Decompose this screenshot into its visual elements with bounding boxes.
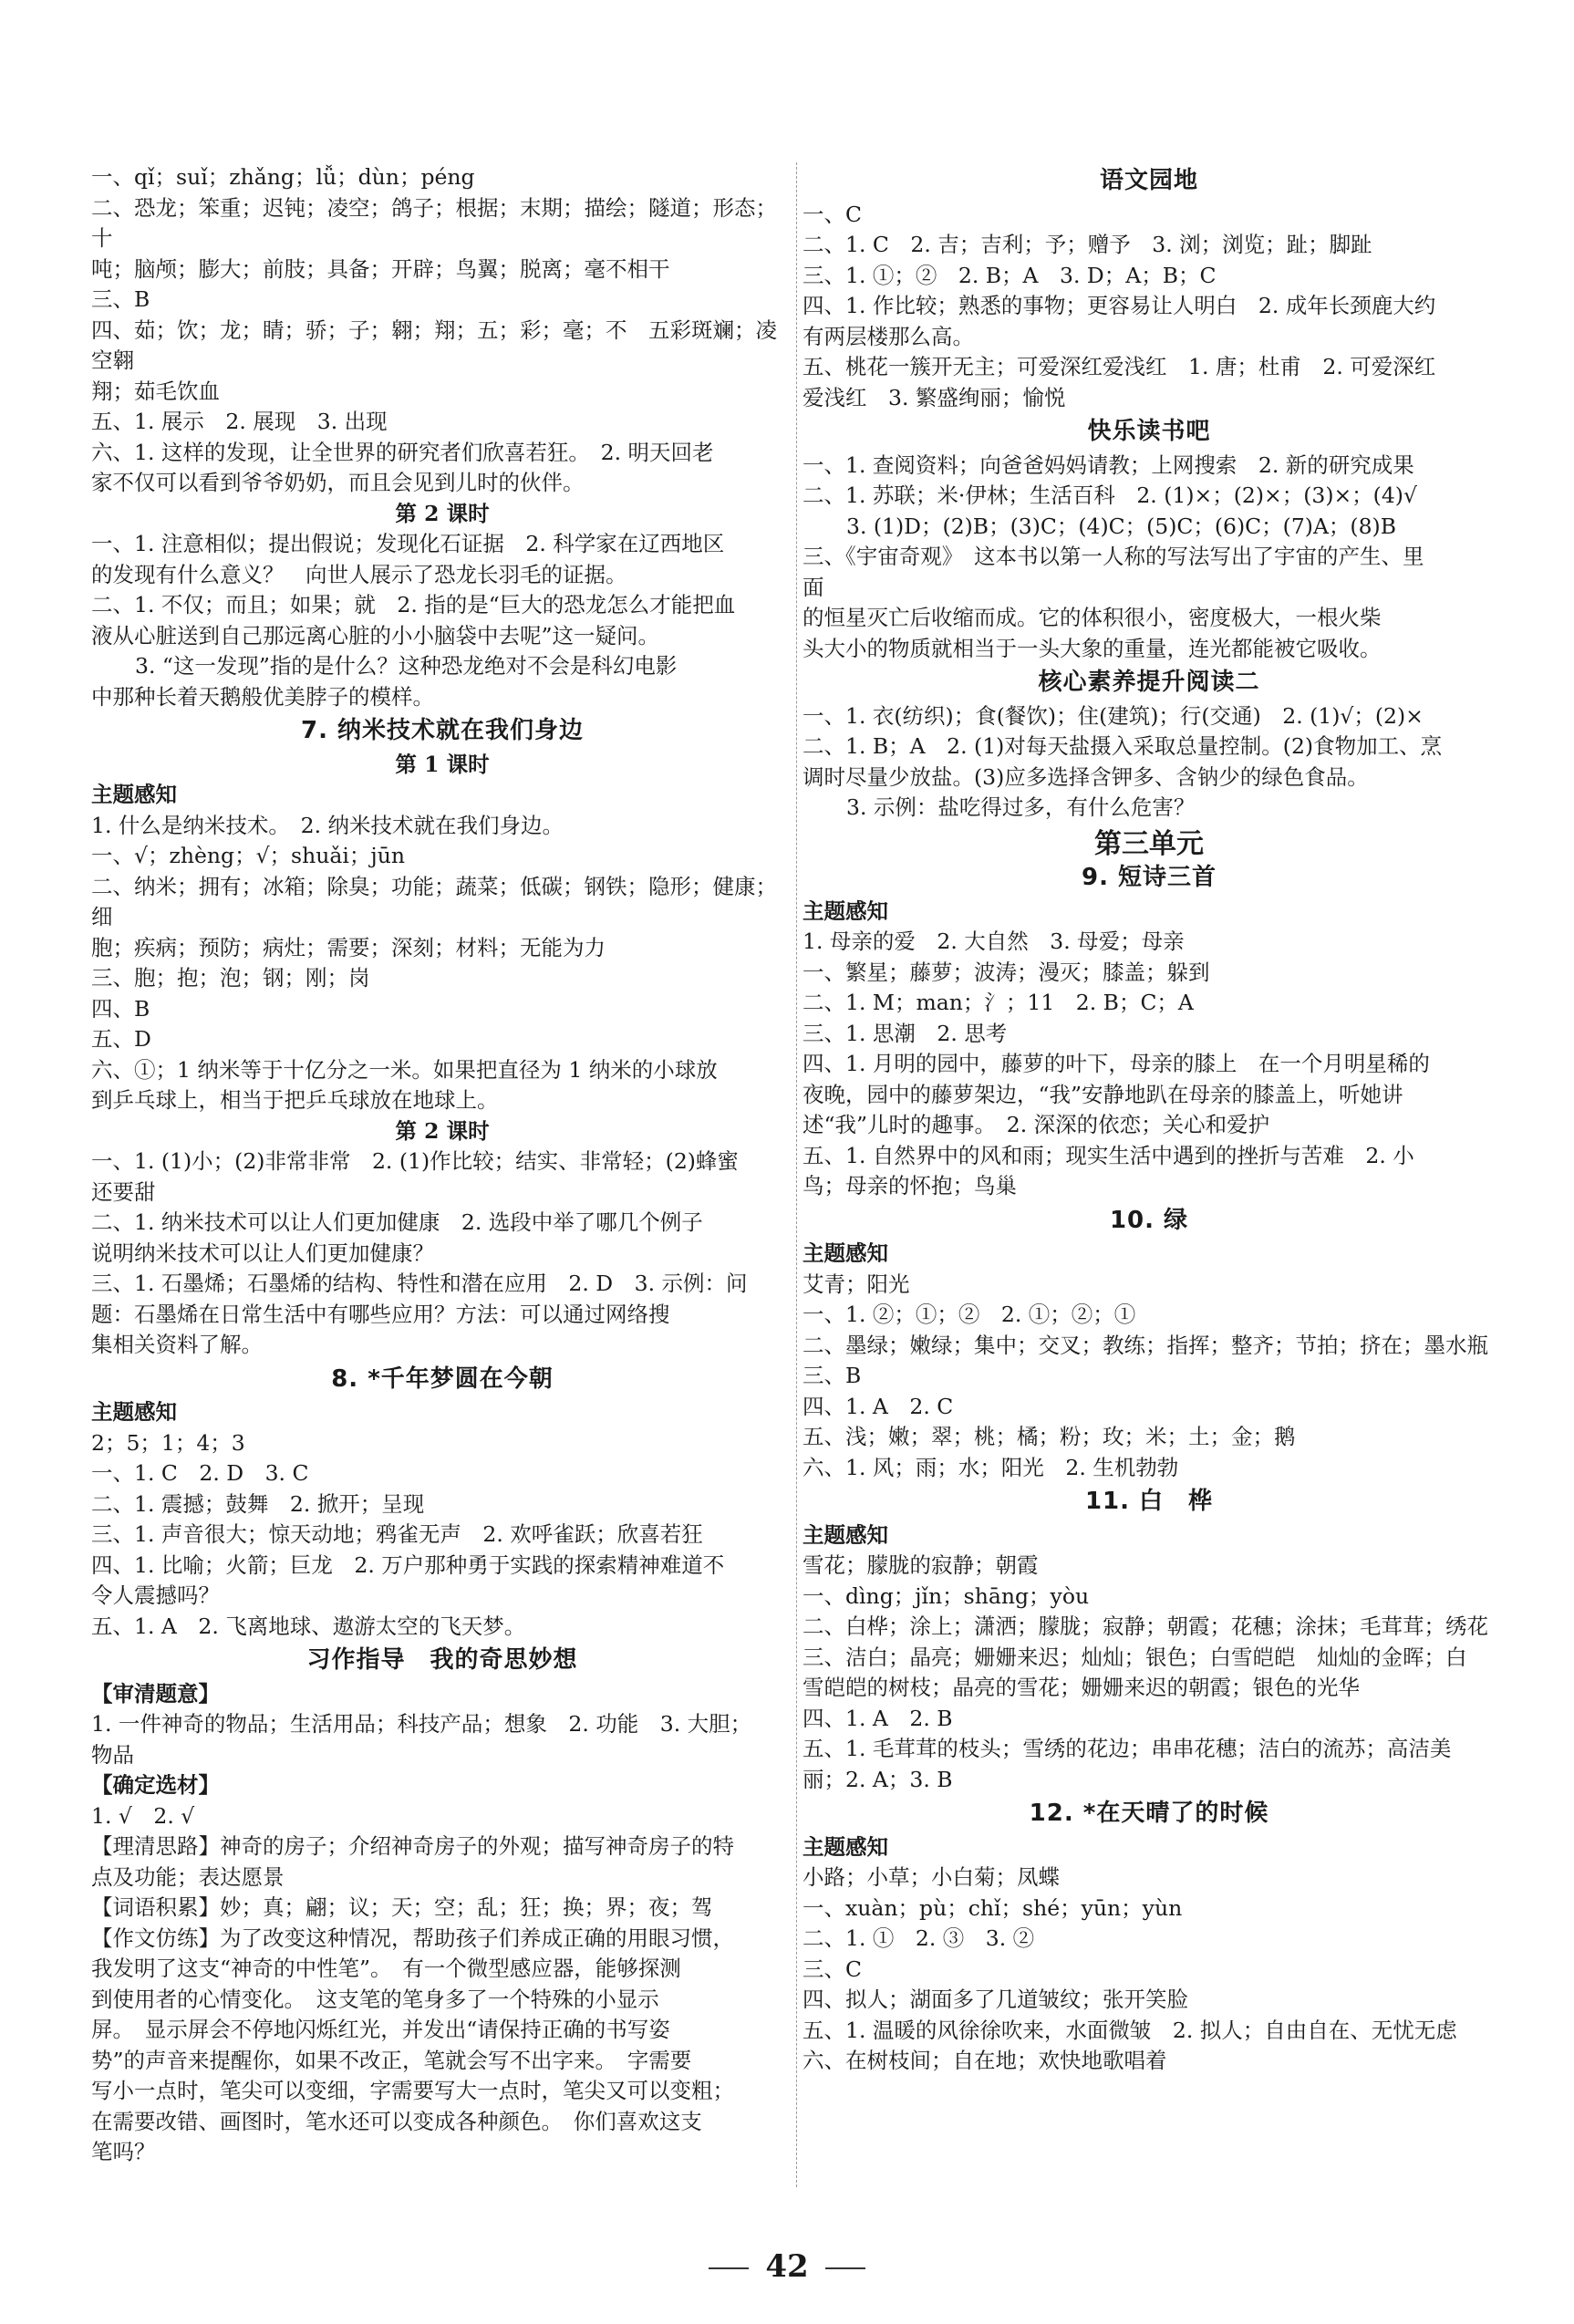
answer-line: 吨；脑颅；膨大；前肢；具备；开辟；鸟翼；脱离；毫不相干 bbox=[91, 255, 670, 282]
answer-line: 五、桃花一簇开无主；可爱深红爱浅红 1. 唐；杜甫 2. 可爱深红 bbox=[803, 354, 1436, 379]
answer-line: 四、1. A 2. B bbox=[803, 1705, 953, 1731]
answer-line: 二、白桦；涂上；潇洒；朦胧；寂静；朝霞；花穗；涂抹；毛茸茸；绣花 bbox=[803, 1613, 1488, 1639]
answer-line: 我发明了这支“神奇的中性笔”。 有一个微型感应器，能够探测 bbox=[91, 1956, 681, 1981]
answer-line: 胞；疾病；预防；病灶；需要；深刻；材料；无能为力 bbox=[91, 934, 606, 960]
answer-line: 一、1. 查阅资料；向爸爸妈妈请教；上网搜索 2. 新的研究成果 bbox=[803, 451, 1414, 478]
section-label: 主题感知 bbox=[803, 897, 888, 924]
answer-line: 四、1. 月明的园中，藤萝的叶下，母亲的膝上 在一个月明星稀的 bbox=[803, 1051, 1430, 1076]
footer-dash-left bbox=[709, 2267, 749, 2269]
answer-line: 1. 母亲的爱 2. 大自然 3. 母爱；母亲 bbox=[803, 929, 1185, 954]
answer-line: 五、1. 自然界中的风和雨；现实生活中遇到的挫折与苦难 2. 小 bbox=[803, 1142, 1414, 1168]
answer-line: 说明纳米技术可以让人们更加健康？ bbox=[91, 1240, 434, 1266]
answer-line-text: 3. 示例：盐吃得过多，有什么危害？ bbox=[846, 794, 1196, 820]
answer-line: 五、浅；嫩；翠；桃；橘；粉；玫；米；土；金；鹅 bbox=[803, 1424, 1296, 1449]
answer-line: 五、1. 温暖的风徐徐吹来，水面微皱 2. 拟人；自由自在、无忧无虑 bbox=[803, 2017, 1457, 2043]
answer-line: 二、墨绿；嫩绿；集中；交叉；教练；指挥；整齐；节拍；挤在；墨水瓶 bbox=[803, 1332, 1488, 1358]
section-label: 主题感知 bbox=[91, 782, 177, 807]
section-heading: 8. *千年梦圆在今朝 bbox=[331, 1364, 554, 1393]
section-label: 【审清题意】 bbox=[91, 1680, 220, 1707]
answer-line: 头大小的物质就相当于一头大象的重量，连光都能被它吸收。 bbox=[803, 635, 1382, 661]
answer-line: 势”的声音来提醒你，如果不改正，笔就会写不出字来。 字需要 bbox=[91, 2047, 692, 2073]
answer-line: 面 bbox=[803, 574, 824, 600]
answer-line: 四、茹；饮；龙；睛；骄；子；翱；翔；五；彩；毫；不 五彩斑斓；凌空翱 bbox=[91, 316, 777, 373]
section-label: 主题感知 bbox=[91, 1399, 177, 1425]
answer-line: 六、1. 风；雨；水；阳光 2. 生机勃勃 bbox=[803, 1454, 1179, 1480]
unit-heading: 第三单元 bbox=[1094, 827, 1204, 860]
section-heading: 核心素养提升阅读二 bbox=[1038, 669, 1260, 696]
answer-line: 写小一点时，笔尖可以变细，字需要写大一点时，笔尖又可以变粗； bbox=[91, 2078, 734, 2103]
answer-line: 夜晚，园中的藤萝架边，“我”安静地趴在母亲的膝盖上，听她讲 bbox=[803, 1081, 1403, 1107]
answer-line: 五、1. A 2. 飞离地球、遨游太空的飞天梦。 bbox=[91, 1613, 526, 1639]
answer-line: 雪皑皑的树枝；晶亮的雪花；姗姗来迟的朝霞；银色的光华 bbox=[803, 1675, 1360, 1700]
answer-line: 六、在树枝间；自在地；欢快地歌唱着 bbox=[803, 2048, 1167, 2073]
answer-line: 三、1. 石墨烯；石墨烯的结构、特性和潜在应用 2. D 3. 示例：问 bbox=[91, 1271, 748, 1296]
answer-line: 一、繁星；藤萝；波涛；漫灭；膝盖；躲到 bbox=[803, 959, 1210, 985]
answer-line: 物品 bbox=[91, 1741, 134, 1768]
answer-line: 六、1. 这样的发现，让全世界的研究者们欣喜若狂。 2. 明天回老 bbox=[91, 439, 714, 465]
answer-line: 三、1. 声音很大；惊天动地；鸦雀无声 2. 欢呼雀跃；欣喜若狂 bbox=[91, 1521, 703, 1547]
answer-line-text: 3. “这一发现”指的是什么？这种恐龙绝对不会是科幻电影 bbox=[135, 653, 678, 679]
answer-line: 的发现有什么意义？ 向世人展示了恐龙长羽毛的证据。 bbox=[91, 561, 627, 587]
answer-line bbox=[91, 651, 793, 682]
answer-line: 一、C bbox=[803, 201, 862, 227]
answer-line: 二、1. M；man；氵；11 2. B；C；A bbox=[803, 990, 1194, 1015]
answer-line: 一、1. C 2. D 3. C bbox=[91, 1460, 309, 1486]
section-heading: 7. 纳米技术就在我们身边 bbox=[300, 717, 585, 744]
answer-line: 四、1. 比喻；火箭；巨龙 2. 万户那种勇于实践的探索精神难道不 bbox=[91, 1551, 725, 1578]
answer-line: 二、1. 纳米技术可以让人们更加健康 2. 选段中举了哪几个例子 bbox=[91, 1209, 703, 1235]
answer-line: 雪花；朦胧的寂静；朝霞 bbox=[803, 1552, 1039, 1578]
answer-line: 一、1. (1)小；(2)非常非常 2. (1)作比较；结实、非常轻；(2)蜂蜜 bbox=[91, 1148, 739, 1174]
lesson-subheading: 第 2 课时 bbox=[395, 1117, 490, 1144]
answer-line: 二、1. ① 2. ③ 3. ② bbox=[803, 1925, 1035, 1951]
answer-line: 四、拟人；湖面多了几道皱纹；张开笑脸 bbox=[803, 1987, 1188, 2012]
section-heading: 语文园地 bbox=[1099, 167, 1198, 194]
answer-line: 三、胞；抱；泡；钢；刚；岗 bbox=[91, 965, 370, 991]
answer-line: 【理清思路】神奇的房子；介绍神奇房子的外观；描写神奇房子的特 bbox=[91, 1833, 734, 1859]
answer-line: 小路；小草；小白菊；凤蝶 bbox=[803, 1864, 1060, 1890]
page-number: 42 bbox=[765, 2248, 809, 2285]
answer-line: 五、1. 毛茸茸的枝头；雪绣的花边；串串花穗；洁白的流苏；高洁美 bbox=[803, 1736, 1452, 1761]
answer-line: 艾青；阳光 bbox=[803, 1271, 910, 1297]
answer-line: 二、恐龙；笨重；迟钝；凌空；鸽子；根据；末期；描绘；隧道；形态；十 bbox=[91, 194, 777, 251]
answer-line: 四、1. A 2. C bbox=[803, 1393, 954, 1419]
answer-line: 四、1. 作比较；熟悉的事物；更容易让人明白 2. 成年长颈鹿大约 bbox=[803, 293, 1436, 318]
lesson-subheading: 第 2 课时 bbox=[395, 500, 490, 526]
answer-line: 三、洁白；晶亮；姗姗来迟；灿灿；银色；白雪皑皑 灿灿的金晖；白 bbox=[803, 1644, 1467, 1670]
answer-line: 1. 什么是纳米技术。 2. 纳米技术就在我们身边。 bbox=[91, 812, 564, 838]
answer-line: 二、1. 不仅；而且；如果；就 2. 指的是“巨大的恐龙怎么才能把血 bbox=[91, 592, 736, 617]
answer-line: 集相关资料了解。 bbox=[91, 1332, 263, 1357]
answer-line: 液从心脏送到自己那远离心脏的小小脑袋中去呢”这一疑问。 bbox=[91, 622, 660, 648]
right-column bbox=[803, 162, 1496, 2077]
answer-line: 六、①；1 纳米等于十亿分之一米。如果把直径为 1 纳米的小球放 bbox=[91, 1056, 718, 1083]
answer-line: 1. √ 2. √ bbox=[91, 1802, 195, 1829]
footer-dash-right bbox=[825, 2267, 865, 2269]
answer-line: 三、1. 思潮 2. 思考 bbox=[803, 1020, 1008, 1046]
answer-line: 的恒星灭亡后收缩而成。它的体积很小，密度极大，一根火柴 bbox=[803, 605, 1382, 630]
section-heading: 习作指导 我的奇思妙想 bbox=[306, 1646, 578, 1674]
answer-line: 一、1. ②；①；② 2. ①；②；① bbox=[803, 1302, 1136, 1327]
answer-line: 二、1. B；A 2. (1)对每天盐摄入采取总量控制。(2)食物加工、烹 bbox=[803, 733, 1443, 759]
section-heading: 9. 短诗三首 bbox=[1081, 864, 1217, 891]
answer-line: 笔吗？ bbox=[91, 2139, 156, 2164]
answer-line: 有两层楼那么高。 bbox=[803, 323, 974, 349]
answer-line: 屏。 显示屏会不停地闪烁红光，并发出“请保持正确的书写姿 bbox=[91, 2017, 670, 2042]
answer-line: 述“我”儿时的趣事。 2. 深深的依恋；关心和爱护 bbox=[803, 1112, 1270, 1137]
answer-line: 二、1. C 2. 吉；吉利；予；赠予 3. 浏；浏览；趾；脚趾 bbox=[803, 232, 1372, 257]
answer-line bbox=[803, 793, 1496, 824]
answer-line-text: 3. (1)D；(2)B；(3)C；(4)C；(5)C；(6)C；(7)A；(8)B bbox=[846, 513, 1396, 539]
answer-line: 一、1. 衣(纺织)；食(餐饮)；住(建筑)；行(交通) 2. (1)√；(2)× bbox=[803, 702, 1424, 729]
answer-line: 在需要改错、画图时，笔水还可以变成各种颜色。 你们喜欢这支 bbox=[91, 2108, 702, 2134]
column-divider bbox=[796, 162, 797, 2187]
answer-line: 爱浅红 3. 繁盛绚丽；愉悦 bbox=[803, 384, 1066, 410]
answer-line: 一、qǐ；suǐ；zhǎng；lǚ；dùn；péng bbox=[91, 164, 475, 190]
answer-line: 三、C bbox=[803, 1956, 862, 1982]
answer-line: 丽；2. A；3. B bbox=[803, 1766, 953, 1792]
answer-line: 点及功能；表达愿景 bbox=[91, 1863, 285, 1890]
answer-line: 到乒乓球上，相当于把乒乓球放在地球上。 bbox=[91, 1087, 499, 1113]
section-heading: 12. *在天晴了的时候 bbox=[1029, 1800, 1269, 1827]
answer-line: 【词语积累】妙；真；翩；议；天；空；乱；狂；换；界；夜；驾 bbox=[91, 1894, 713, 1920]
answer-line: 三、B bbox=[803, 1363, 862, 1388]
answer-line: 三、《宇宙奇观》 这本书以第一人称的写法写出了宇宙的产生、里 bbox=[803, 544, 1424, 569]
answer-line: 五、D bbox=[91, 1026, 151, 1052]
section-heading: 10. 绿 bbox=[1109, 1206, 1189, 1234]
answer-line: 题：石墨烯在日常生活中有哪些应用？方法：可以通过网络搜 bbox=[91, 1301, 670, 1327]
page-footer bbox=[0, 2248, 1574, 2285]
answer-line: 一、dìng；jǐn；shāng；yòu bbox=[803, 1582, 1090, 1609]
answer-line: 1. 一件神奇的物品；生活用品；科技产品；想象 2. 功能 3. 大胆； bbox=[91, 1711, 752, 1737]
answer-line: 一、xuàn；pù；chǐ；shé；yūn；yùn bbox=[803, 1894, 1183, 1921]
left-column bbox=[91, 162, 793, 2168]
answer-line: 一、√；zhèng；√；shuǎi；jūn bbox=[91, 843, 405, 868]
answer-line: 二、1. 震撼；鼓舞 2. 掀开；呈现 bbox=[91, 1490, 425, 1517]
section-label: 主题感知 bbox=[803, 1521, 888, 1548]
answer-line: 二、1. 苏联；米·伊林；生活百科 2. (1)×；(2)×；(3)×；(4)√ bbox=[803, 482, 1417, 508]
answer-line: 翔；茹毛饮血 bbox=[91, 378, 220, 404]
answer-line: 五、1. 展示 2. 展现 3. 出现 bbox=[91, 409, 388, 434]
answer-line bbox=[803, 512, 1496, 543]
answer-line: 到使用者的心情变化。 这支笔的笔身多了一个特殊的小显示 bbox=[91, 1986, 659, 2012]
section-label: 主题感知 bbox=[803, 1240, 888, 1266]
section-heading: 快乐读书吧 bbox=[1087, 418, 1211, 445]
section-label: 主题感知 bbox=[803, 1833, 888, 1860]
answer-line: 鸟；母亲的怀抱；鸟巢 bbox=[803, 1173, 1017, 1198]
answer-line: 三、1. ①；② 2. B；A 3. D；A；B；C bbox=[803, 262, 1217, 288]
answer-line: 家不仅可以看到爷爷奶奶，而且会见到儿时的伙伴。 bbox=[91, 470, 585, 495]
answer-line: 中那种长着天鹅般优美脖子的模样。 bbox=[91, 683, 434, 710]
answer-line: 一、1. 注意相似；提出假说；发现化石证据 2. 科学家在辽西地区 bbox=[91, 531, 725, 556]
answer-line: 2；5；1；4；3 bbox=[91, 1429, 245, 1456]
answer-line: 调时尽量少放盐。(3)应多选择含钾多、含钠少的绿色食品。 bbox=[803, 763, 1369, 790]
answer-line: 二、纳米；拥有；冰箱；除臭；功能；蔬菜；低碳；钢铁；隐形；健康；细 bbox=[91, 873, 777, 929]
answer-line: 令人震撼吗？ bbox=[91, 1582, 220, 1608]
lesson-subheading: 第 1 课时 bbox=[395, 751, 490, 777]
answer-line: 四、B bbox=[91, 995, 150, 1022]
answer-line: 三、B bbox=[91, 286, 150, 312]
answer-line: 还要甜 bbox=[91, 1178, 156, 1205]
section-heading: 11. 白 桦 bbox=[1084, 1488, 1214, 1515]
section-label: 【确定选材】 bbox=[91, 1772, 220, 1798]
answer-line: 【作文仿练】为了改变这种情况，帮助孩子们养成正确的用眼习惯， bbox=[91, 1925, 734, 1951]
